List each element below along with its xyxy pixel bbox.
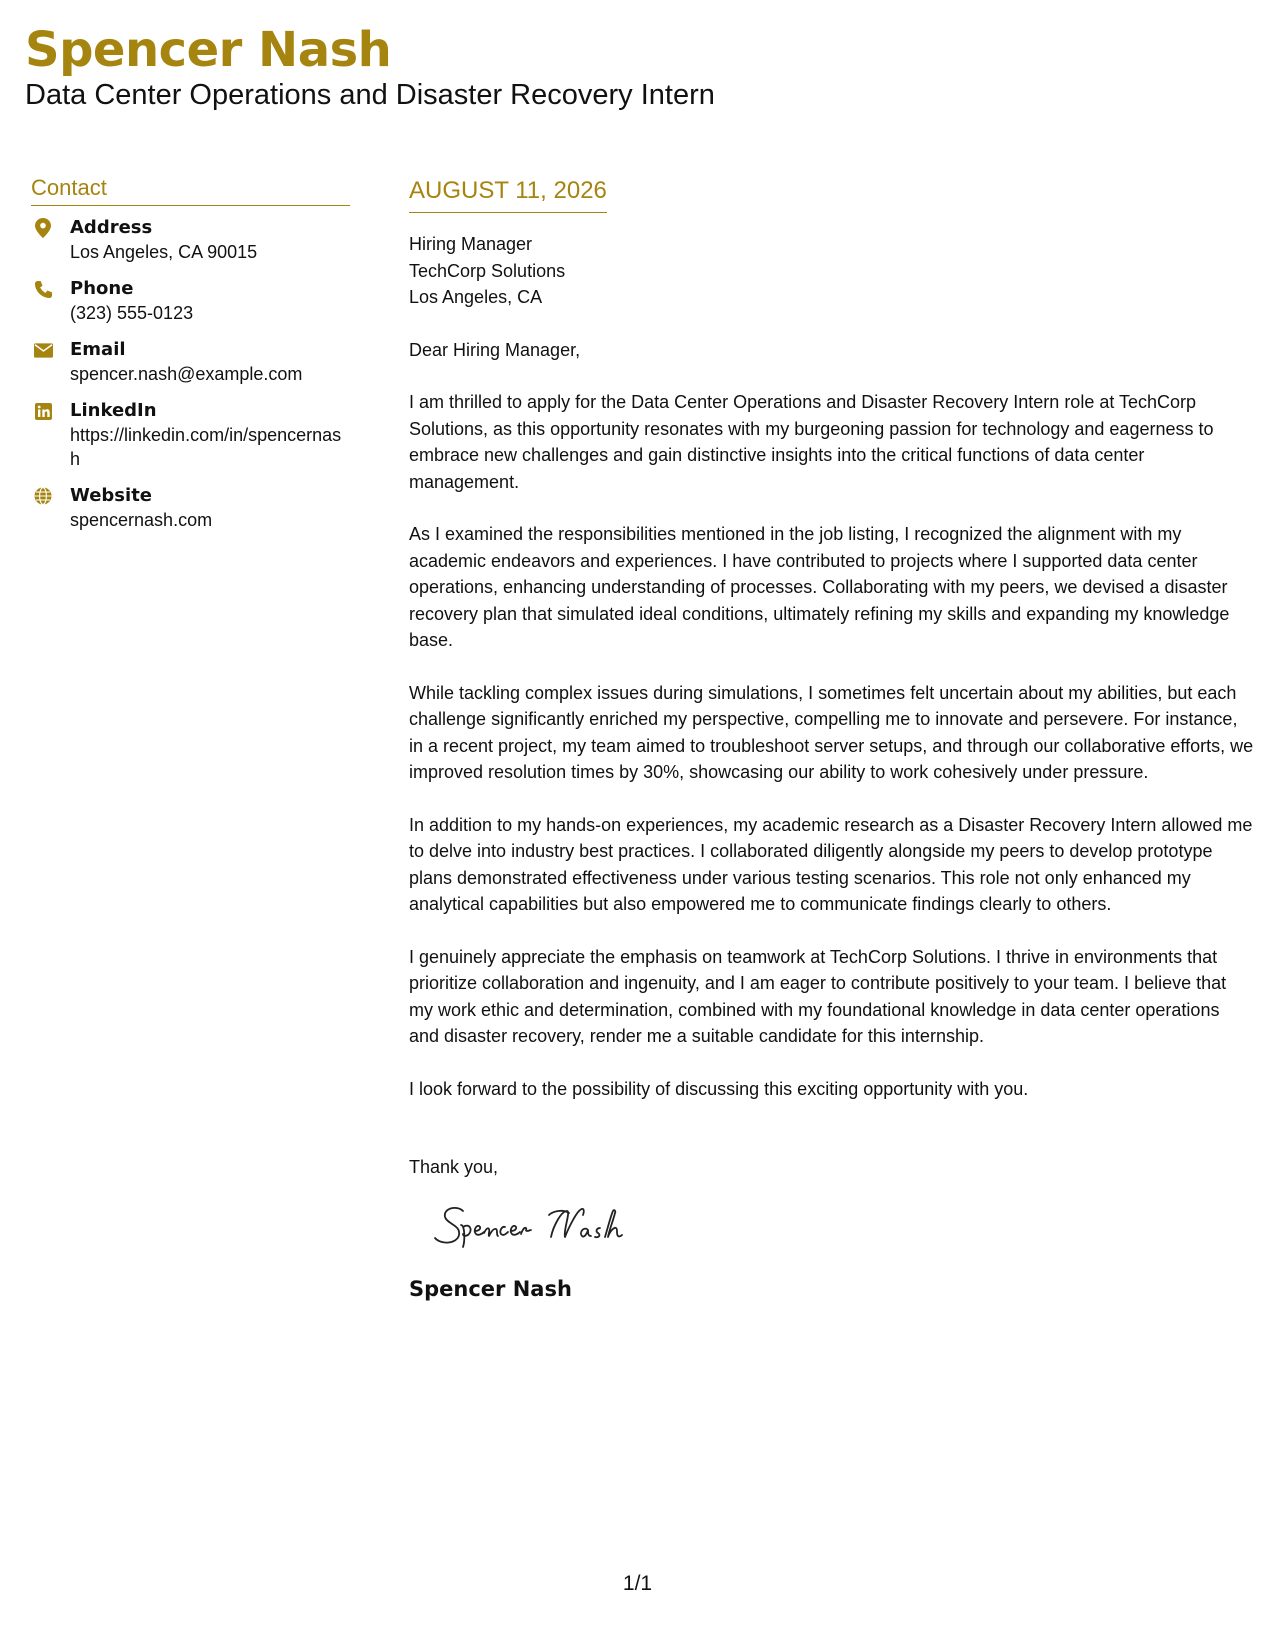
contact-sidebar [31, 174, 350, 545]
map-pin-icon [33, 218, 53, 238]
contact-heading: Contact [31, 174, 350, 206]
globe-icon [33, 486, 53, 506]
contact-label: Website [70, 485, 153, 506]
linkedin-icon [33, 401, 53, 421]
contact-item-phone [31, 277, 350, 325]
phone-value: (323) 555-0123 [70, 303, 194, 323]
job-title: Data Center Operations and Disaster Recovery Intern [25, 79, 715, 111]
website-value[interactable]: spencernash.com [70, 510, 213, 530]
letter-paragraph: I look forward to the possibility of discussing this exciting opportunity with you. [409, 1078, 1029, 1099]
envelope-icon [33, 340, 53, 360]
handwritten-signature [433, 1191, 1254, 1263]
letter-body [409, 174, 1254, 1301]
letter-paragraph: In addition to my hands-on experiences, my academic research as a Disaster Recovery Intern allowed me to delve into industry best practices. I collaborated diligently alongside my peers to develop prototype plans demonstrated effectiveness under various testing scenarios. This role not only enhanced my analytical capabilities but also empowered me to communicate findings clearly to others. [409, 814, 1253, 914]
letter-paragraph: I genuinely appreciate the emphasis on teamwork at TechCorp Solutions. I thrive in environments that prioritize collaboration and ingenuity, and I am eager to contribute positively to your team. I believe that my work ethic and determination, combined with my foundational knowledge in data center operations and disaster recovery, render me a suitable candidate for this internship. [409, 946, 1227, 1046]
recipient-block [409, 231, 1254, 311]
contact-item-linkedin [31, 399, 350, 471]
contact-item-email [31, 338, 350, 386]
contact-label: Address [70, 217, 153, 238]
closing: Thank you, [409, 1157, 499, 1177]
contact-item-address [31, 216, 350, 264]
recipient-line: Hiring Manager [409, 234, 533, 254]
linkedin-value[interactable]: https://linkedin.com/in/spencernash [70, 425, 342, 469]
signer-name: Spencer Nash [409, 1276, 572, 1301]
contact-label: Email [70, 339, 126, 360]
letter-paragraph: I am thrilled to apply for the Data Center Operations and Disaster Recovery Intern role at TechCorp Solutions, as this opportunity resonates with my burgeoning passion for technology and eagerness to embrace new challenges and gain distinctive insights into the critical functions of data center management. [409, 392, 1214, 492]
recipient-line: Los Angeles, CA [409, 287, 543, 307]
contact-label: LinkedIn [70, 400, 157, 421]
phone-icon [33, 279, 53, 299]
email-value[interactable]: spencer.nash@example.com [70, 364, 303, 384]
letter-date: AUGUST 11, 2026 [409, 174, 607, 213]
contact-label: Phone [70, 278, 134, 299]
letter-paragraph: While tackling complex issues during simulations, I sometimes felt uncertain about my abilities, but each challenge significantly enriched my perspective, compelling me to innovate and persevere. For instance, in a recent project, my team aimed to troubleshoot server setups, and through our collaborative efforts, we improved resolution times by 30%, showcasing our ability to work cohesively under pressure. [409, 682, 1254, 782]
recipient-line: TechCorp Solutions [409, 260, 566, 281]
applicant-name: Spencer Nash [25, 22, 392, 78]
page-number: 1/1 [622, 1572, 653, 1595]
address-value: Los Angeles, CA 90015 [70, 242, 258, 262]
header [25, 22, 715, 112]
salutation: Dear Hiring Manager, [409, 339, 581, 360]
letter-paragraph: As I examined the responsibilities mentioned in the job listing, I recognized the alignment with my academic endeavors and experiences. I have contributed to projects where I supported data center operations, enhancing understanding of processes. Collaborating with my peers, we devised a disaster recovery plan that simulated ideal conditions, ultimately refining my skills and expanding my knowledge base. [409, 524, 1230, 650]
contact-item-website [31, 484, 350, 532]
